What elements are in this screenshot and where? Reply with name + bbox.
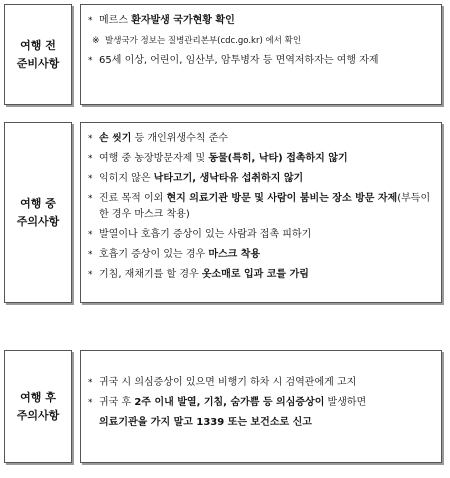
before-travel-content <box>80 4 442 105</box>
bullet: * <box>88 174 93 184</box>
item-text: 발생국가 정보는 질병관리본부(cdc.go.kr) 에서 확인 <box>105 36 302 46</box>
bullet: * <box>88 378 93 388</box>
item-bold-text: 낙타고기, 생낙타유 섭취하지 않기 <box>153 173 304 184</box>
bullet: * <box>88 134 93 144</box>
item-text: 진료 목적 이외 <box>99 193 167 204</box>
bullet: * <box>88 154 93 164</box>
item-text: 귀국 후 <box>99 397 135 408</box>
item-text: 등 개인위생수칙 준수 <box>131 133 228 144</box>
label-line-2: 주의사항 <box>16 408 60 422</box>
item-bold-text: 동물(특히, 낙타) 접촉하지 않기 <box>208 153 348 164</box>
item-text: 발생하면 <box>324 397 367 408</box>
item-text: 귀국 시 의심증상이 있으면 비행기 하차 시 검역관에게 고지 <box>99 377 357 388</box>
bullet: * <box>88 270 93 280</box>
bullet: * <box>88 56 93 66</box>
after-travel-content <box>80 350 442 463</box>
label-line-2: 준비사항 <box>16 56 60 70</box>
note-mark: ※ <box>92 36 100 46</box>
after-travel-label <box>4 350 72 463</box>
list-item <box>87 247 435 263</box>
item-text: 호흡기 증상이 있는 경우 <box>99 249 209 260</box>
list-item-continuation <box>87 415 435 431</box>
list-item <box>87 13 435 29</box>
bullet: * <box>88 194 93 204</box>
item-bold-text: 현지 의료기관 방문 및 사람이 붐비는 장소 방문 자제 <box>166 193 398 204</box>
item-bold-text: 손 씻기 <box>99 133 132 144</box>
list-item <box>87 375 435 391</box>
list-item <box>87 267 435 283</box>
item-bold-text: 환자발생 국가현황 확인 <box>131 15 235 26</box>
label-line-1: 여행 중 <box>20 196 56 210</box>
item-bold-text: 옷소매로 입과 코를 가림 <box>201 269 309 280</box>
bullet: * <box>88 250 93 260</box>
during-travel-content <box>80 122 442 303</box>
item-bold-text: 의료기관을 가지 말고 1339 또는 보건소로 신고 <box>99 417 312 428</box>
list-item <box>87 191 435 223</box>
label-line-1: 여행 전 <box>20 38 56 52</box>
during-travel-label <box>4 122 72 303</box>
item-text: 발열이나 호흡기 증상이 있는 사람과 접촉 피하기 <box>99 229 312 240</box>
item-bold-text: 마스크 착용 <box>208 249 261 260</box>
list-item <box>87 131 435 147</box>
bullet: * <box>88 398 93 408</box>
list-item <box>87 151 435 167</box>
list-item <box>87 395 435 411</box>
before-travel-label <box>4 4 72 105</box>
item-text: 메르스 <box>99 15 132 26</box>
list-item <box>87 171 435 187</box>
item-text: (부득이한 경우 마스크 착용) <box>99 193 431 220</box>
bullet: * <box>88 16 93 26</box>
list-item <box>87 53 435 69</box>
list-item <box>87 227 435 243</box>
list-item-note <box>87 33 435 49</box>
item-text: 65세 이상, 어린이, 임산부, 암투병자 등 면역저하자는 여행 자제 <box>99 55 379 66</box>
bullet: * <box>88 230 93 240</box>
item-text: 익히지 않은 <box>99 173 154 184</box>
item-text: 기침, 재채기를 할 경우 <box>99 269 202 280</box>
label-line-1: 여행 후 <box>20 390 56 404</box>
label-line-2: 주의사항 <box>16 214 60 228</box>
item-bold-text: 2주 이내 발열, 기침, 숨가쁨 등 의심증상이 <box>134 397 325 408</box>
item-text: 여행 중 농장방문자제 및 <box>99 153 209 164</box>
